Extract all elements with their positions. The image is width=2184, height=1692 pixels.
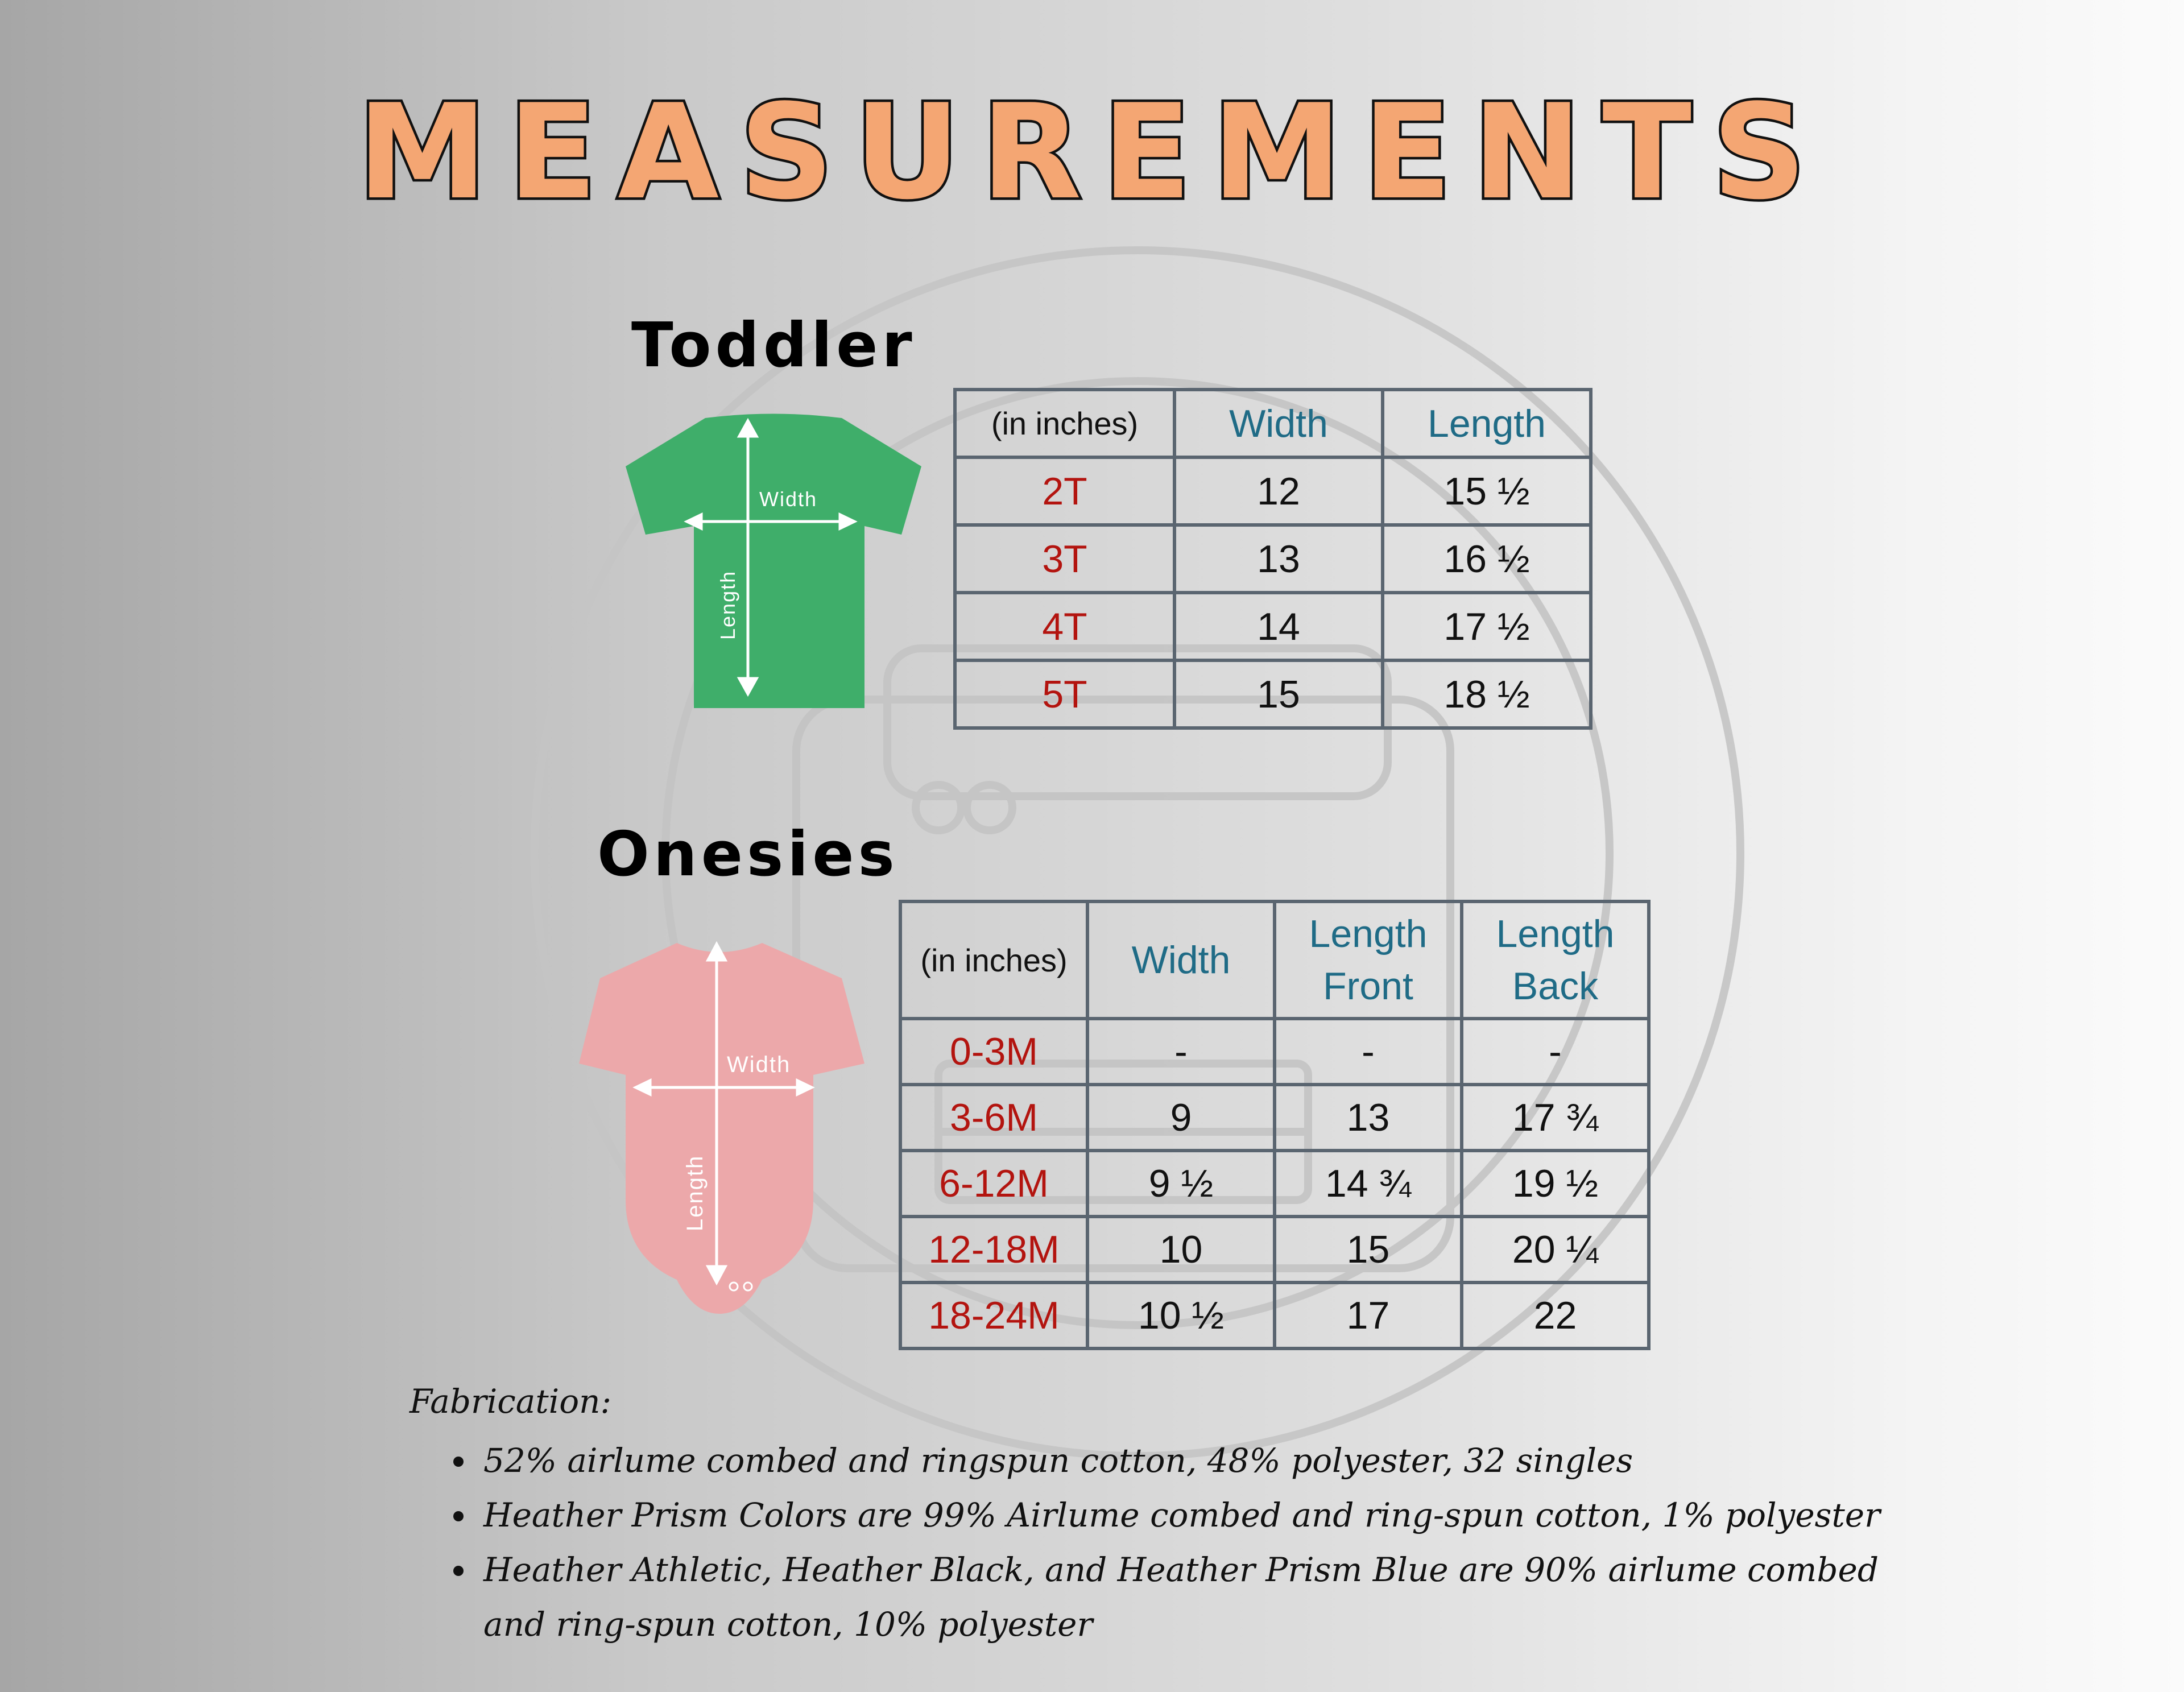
toddler-tshirt-diagram-icon: [620, 412, 927, 714]
column-header-length: Length: [1383, 390, 1591, 457]
length-front-value: 14 ¾: [1275, 1151, 1462, 1217]
column-header-width: Width: [1174, 390, 1383, 457]
table-row: [955, 593, 1591, 660]
tshirt-shape: [626, 414, 921, 709]
length-front-value: 17: [1275, 1283, 1462, 1348]
size-label: 3-6M: [900, 1085, 1087, 1151]
table-row: [900, 1283, 1649, 1348]
length-back-value: 17 ¾: [1462, 1085, 1649, 1151]
width-value: 12: [1174, 457, 1383, 525]
width-value: 10 ½: [1087, 1283, 1275, 1348]
size-label: 4T: [955, 593, 1174, 660]
table-row: [955, 660, 1591, 728]
length-front-value: -: [1275, 1019, 1462, 1085]
onesies-size-table: [899, 900, 1651, 1350]
length-back-value: -: [1462, 1019, 1649, 1085]
toddler-size-table: [953, 388, 1592, 730]
column-header-width: Width: [1087, 901, 1275, 1019]
length-value: 18 ½: [1383, 660, 1591, 728]
size-label: 18-24M: [900, 1283, 1087, 1348]
width-value: 15: [1174, 660, 1383, 728]
onesie-width-label: Width: [727, 1052, 791, 1077]
size-label: 2T: [955, 457, 1174, 525]
size-label: 5T: [955, 660, 1174, 728]
table-row: [900, 1217, 1649, 1283]
table-row: [900, 1151, 1649, 1217]
length-value: 17 ½: [1383, 593, 1591, 660]
fabrication-list: [410, 1433, 1888, 1652]
width-value: 13: [1174, 525, 1383, 593]
width-value: -: [1087, 1019, 1275, 1085]
width-value: 9 ½: [1087, 1151, 1275, 1217]
table-row: [955, 525, 1591, 593]
length-back-value: 22: [1462, 1283, 1649, 1348]
list-item: • Heather Prism Colors are 99% Airlume combed and ring-spun cotton, 1% polyester: [478, 1488, 1888, 1542]
column-header-length-back: Length Back: [1462, 901, 1649, 1019]
toddler-heading: Toddler: [631, 310, 916, 381]
length-back-value: 20 ¼: [1462, 1217, 1649, 1283]
table-row: [900, 1085, 1649, 1151]
table-corner-label: (in inches): [900, 901, 1087, 1019]
length-front-value: 15: [1275, 1217, 1462, 1283]
length-front-value: 13: [1275, 1085, 1462, 1151]
list-item: • Heather Athletic, Heather Black, and Heather Prism Blue are 90% airlume combed and ring-spun cotton, 10% polyester: [478, 1542, 1888, 1652]
size-label: 0-3M: [900, 1019, 1087, 1085]
onesie-shape: [579, 943, 864, 1314]
width-value: 10: [1087, 1217, 1275, 1283]
width-value: 9: [1087, 1085, 1275, 1151]
onesie-length-label: Length: [682, 1155, 708, 1231]
toddler-length-label: Length: [716, 570, 739, 640]
length-value: 16 ½: [1383, 525, 1591, 593]
column-header-length-front: Length Front: [1275, 901, 1462, 1019]
width-value: 14: [1174, 593, 1383, 660]
size-label: 12-18M: [900, 1217, 1087, 1283]
table-row: [955, 457, 1591, 525]
fabrication-section: [410, 1382, 1888, 1652]
size-label: 6-12M: [900, 1151, 1087, 1217]
fabrication-title: Fabrication:: [410, 1382, 612, 1421]
page-title: MEASUREMENTS: [357, 77, 1827, 229]
list-item: • 52% airlume combed and ringspun cotton, 48% polyester, 32 singles: [478, 1433, 1888, 1488]
onesies-heading: Onesies: [597, 819, 899, 890]
length-value: 15 ½: [1383, 457, 1591, 525]
size-label: 3T: [955, 525, 1174, 593]
table-row: [900, 1019, 1649, 1085]
onesie-diagram-icon: [574, 938, 870, 1325]
table-corner-label: (in inches): [955, 390, 1174, 457]
toddler-width-label: Width: [759, 487, 818, 511]
length-back-value: 19 ½: [1462, 1151, 1649, 1217]
